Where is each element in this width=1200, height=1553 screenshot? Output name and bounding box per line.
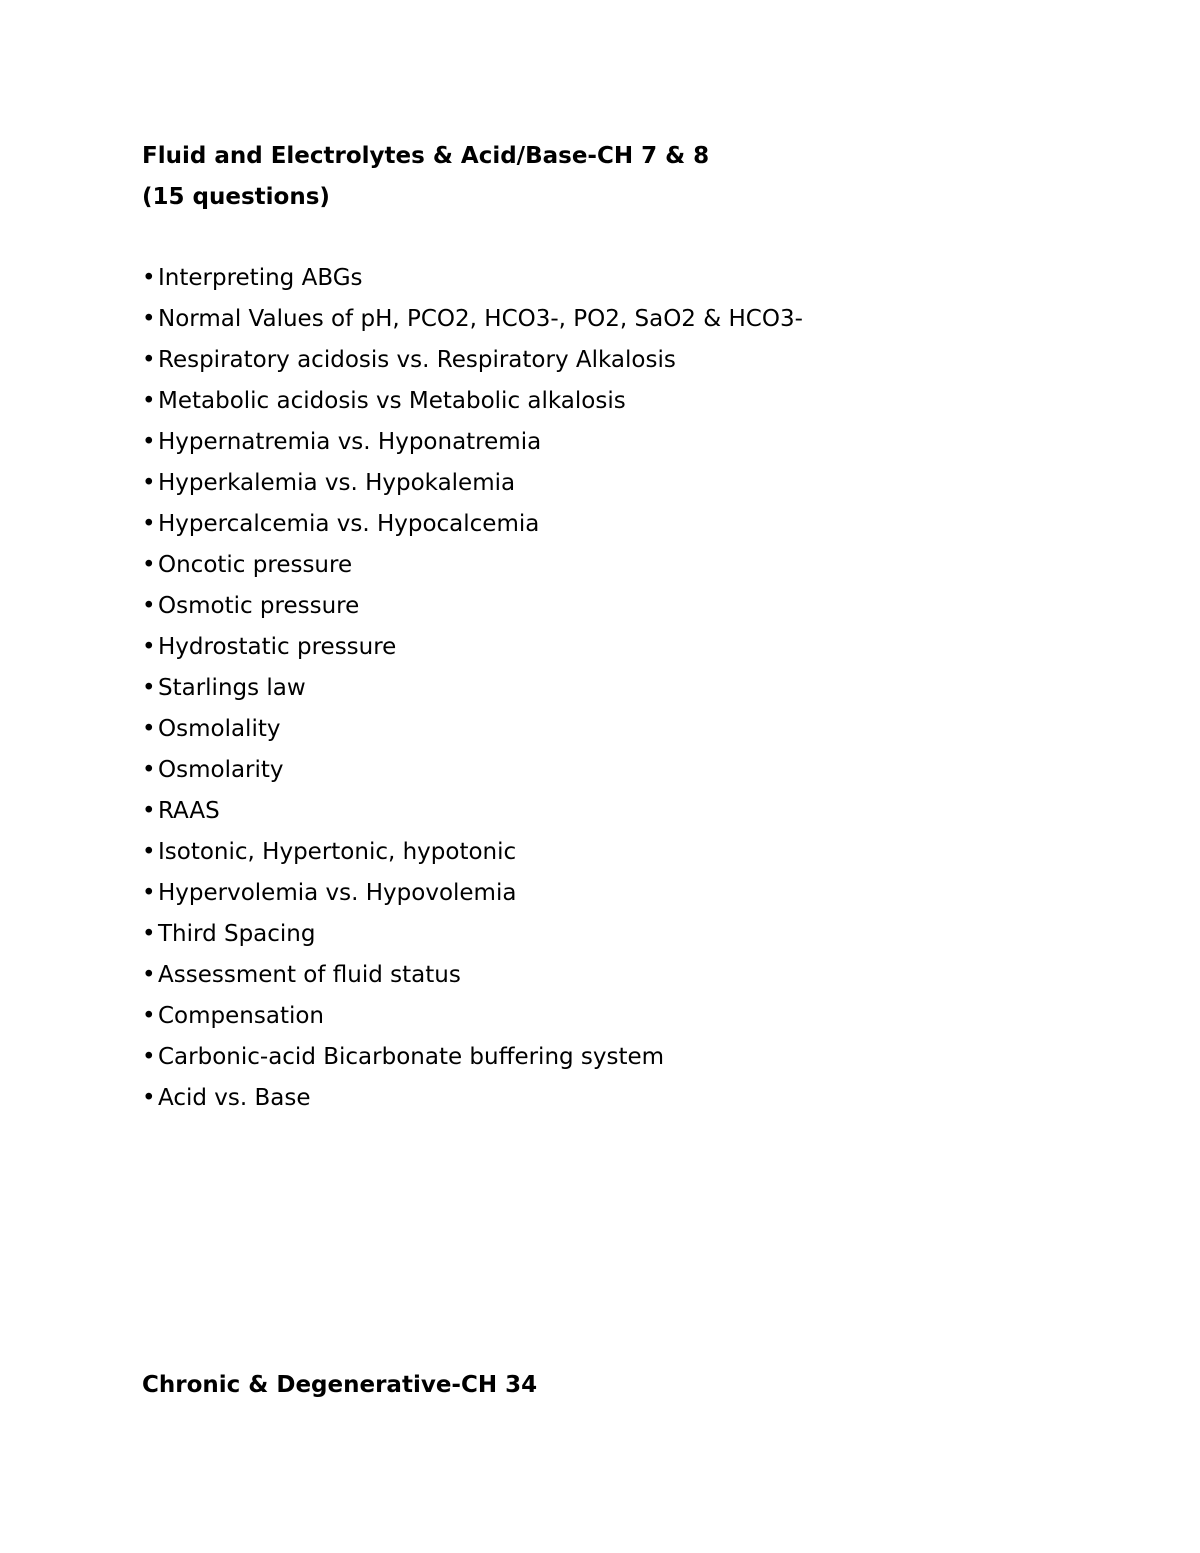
bullet-icon: • [142,716,156,742]
bullet-icon: • [142,265,156,291]
bullet-icon: • [142,593,156,619]
list-item [142,1042,803,1083]
list-item-label: Compensation [158,1003,324,1029]
bullet-icon: • [142,798,156,824]
section-title: Fluid and Electrolytes & Acid/Base-CH 7 & 8 [142,143,710,169]
list-item-label: Hydrostatic pressure [158,634,397,660]
list-item-label: Interpreting ABGs [158,265,363,291]
bullet-icon: • [142,1003,156,1029]
list-item [142,796,803,837]
bullet-icon: • [142,552,156,578]
list-item-label: Isotonic, Hypertonic, hypotonic [158,839,517,865]
bullet-icon: • [142,921,156,947]
next-section-title: Chronic & Degenerative-CH 34 [142,1372,538,1398]
list-item-label: Hypercalcemia vs. Hypocalcemia [158,511,540,537]
bullet-icon: • [142,962,156,988]
list-item [142,632,803,673]
list-item-label: Assessment of fluid status [158,962,461,988]
list-item [142,386,803,427]
list-item [142,673,803,714]
bullet-icon: • [142,429,156,455]
list-item [142,509,803,550]
list-item [142,304,803,345]
list-item-label: Carbonic-acid Bicarbonate buffering system [158,1044,665,1070]
list-item [142,591,803,632]
bullet-icon: • [142,757,156,783]
bullet-icon: • [142,634,156,660]
list-item [142,550,803,591]
bullet-icon: • [142,1085,156,1111]
list-item [142,960,803,1001]
list-item [142,1083,803,1124]
list-item-label: Hypervolemia vs. Hypovolemia [158,880,517,906]
list-item [142,345,803,386]
list-item-label: Hypernatremia vs. Hyponatremia [158,429,542,455]
list-item [142,837,803,878]
list-item-label: Osmotic pressure [158,593,360,619]
question-count: (15 questions) [142,184,330,210]
bullet-icon: • [142,1044,156,1070]
list-item [142,919,803,960]
list-item-label: Osmolality [158,716,281,742]
list-item [142,878,803,919]
bullet-icon: • [142,839,156,865]
list-item-label: Respiratory acidosis vs. Respiratory Alkalosis [158,347,676,373]
bullet-icon: • [142,675,156,701]
bullet-icon: • [142,306,156,332]
bullet-icon: • [142,880,156,906]
list-item-label: Hyperkalemia vs. Hypokalemia [158,470,516,496]
list-item-label: Metabolic acidosis vs Metabolic alkalosis [158,388,626,414]
list-item-label: Oncotic pressure [158,552,353,578]
list-item [142,1001,803,1042]
bullet-icon: • [142,347,156,373]
list-item-label: Normal Values of pH, PCO2, HCO3-, PO2, SaO2 & HCO3- [158,306,803,332]
list-item-label: Osmolarity [158,757,284,783]
bullet-icon: • [142,388,156,414]
list-item [142,263,803,304]
list-item-label: Acid vs. Base [158,1085,311,1111]
bullet-icon: • [142,470,156,496]
list-item [142,427,803,468]
bullet-icon: • [142,511,156,537]
list-item-label: Starlings law [158,675,306,701]
list-item-label: RAAS [158,798,220,824]
list-item [142,468,803,509]
list-item-label: Third Spacing [158,921,316,947]
list-item [142,714,803,755]
list-item [142,755,803,796]
topic-list [142,263,803,1124]
